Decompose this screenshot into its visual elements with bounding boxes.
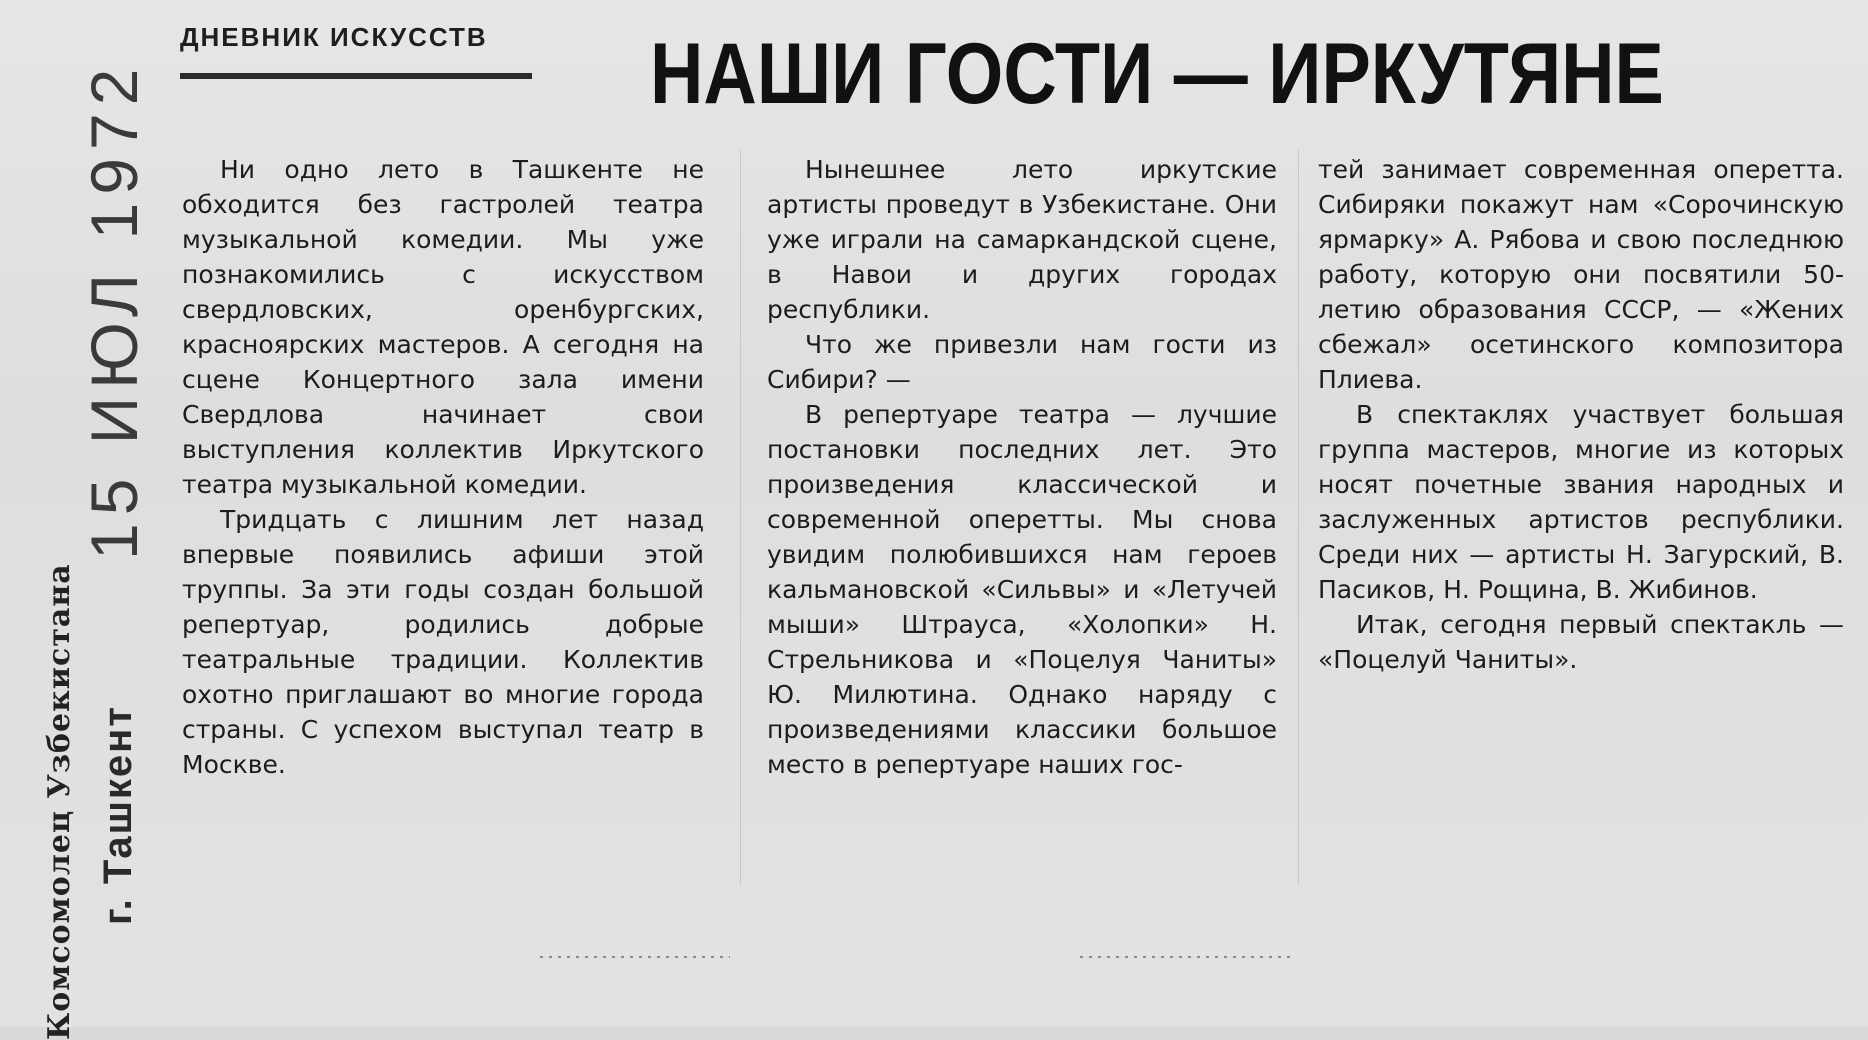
paragraph: Что же привезли нам гости из Сибири? — bbox=[767, 330, 1277, 394]
stamp-newspaper-name: Комсомолец Узбекистана bbox=[42, 563, 77, 1040]
column-divider bbox=[740, 150, 741, 885]
paragraph: Итак, сегодня первый спектакль — «Поцелуй Чаниты». bbox=[1318, 610, 1844, 674]
paragraph: Тридцать с лишним лет назад впервые появились афиши этой труппы. За эти годы создан большой репертуар, родились добрые театральные традиции. Коллектив охотно приглашают во многие города страны. С успехом выступал театр в Москве. bbox=[182, 505, 704, 779]
dotted-separator bbox=[1080, 956, 1290, 958]
section-rubric: ДНЕВНИК ИСКУССТВ bbox=[180, 22, 488, 52]
paragraph: Нынешнее лето иркутские артисты проведут в Узбекистане. Они уже играли на самаркандской сцене, в Навои и других городах республики. bbox=[767, 155, 1277, 324]
archive-stamp bbox=[14, 40, 174, 1040]
paragraph: В спектаклях участвует большая группа мастеров, многие из которых носят почетные звания народных и заслуженных артистов республики. Среди них — артисты Н. Загурский, В. Пасиков, Н. Рощина, В. Жибинов. bbox=[1318, 400, 1844, 604]
stamp-city: г. Ташкент bbox=[96, 705, 140, 925]
dotted-separator bbox=[540, 956, 730, 958]
column-divider bbox=[1298, 150, 1299, 885]
article-column-1 bbox=[182, 152, 704, 782]
paragraph: Ни одно лето в Ташкенте не обходится без гастролей театра музыкальной комедии. Мы уже познакомились с искусством свердловских, оренбургских, красноярских мастеров. А сегодня на сцене Концертного зала имени Свердлова начинает свои выступления коллектив Иркутского театра музыкальной комедии. bbox=[182, 155, 704, 499]
article-column-2 bbox=[767, 152, 1277, 782]
article-column-3 bbox=[1318, 152, 1844, 677]
rubric-underline bbox=[180, 73, 532, 79]
paragraph: В репертуаре театра — лучшие постановки последних лет. Это произведения классической и современной оперетты. Мы снова увидим полюбившихся нам героев кальмановской «Сильвы» и «Летучей мыши» Штрауса, «Холопки» Н. Стрельникова и «Поцелуя Чаниты» Ю. Милютина. Однако наряду с произведениями классики большое место в репертуаре наших гос- bbox=[767, 400, 1277, 779]
article-headline: НАШИ ГОСТИ — ИРКУТЯНЕ bbox=[650, 26, 1664, 122]
paragraph: тей занимает современная оперетта. Сибиряки покажут нам «Сорочинскую ярмарку» А. Рябова и свою последнюю работу, которую они посвятили 50-летию образования СССР, — «Жених сбежал» осетинского композитора Плиева. bbox=[1318, 155, 1844, 394]
stamp-date: 15 ИЮЛ 1972 bbox=[77, 60, 151, 560]
